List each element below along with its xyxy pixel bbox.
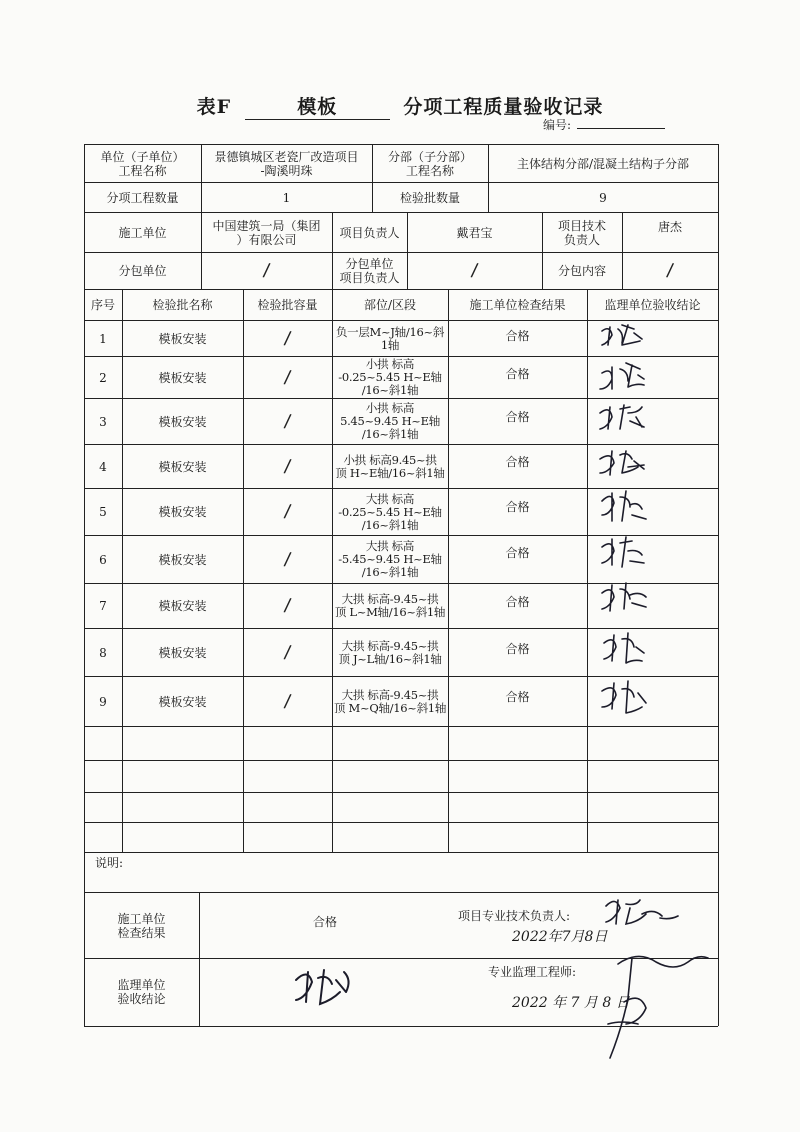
title-prefix: 表F: [196, 96, 232, 118]
row-result: 合格: [505, 690, 530, 704]
row-capacity: /: [283, 455, 293, 477]
row-result: 合格: [505, 410, 530, 424]
sub-content-value: /: [665, 259, 675, 282]
row-location: 小拱 标高9.45~拱 顶 H~E轴/16~斜1轴: [335, 452, 445, 480]
sub-pm-label: 分包单位 项目负责人: [339, 257, 400, 285]
serial-label: 编号:: [543, 118, 572, 132]
row-no: 6: [99, 552, 107, 567]
tech-lead-signature: [600, 894, 690, 930]
row-capacity: /: [283, 410, 293, 432]
col-header-check: 施工单位检查结果: [469, 298, 566, 312]
row-result: 合格: [505, 367, 530, 381]
engineer-signature: [588, 944, 718, 1064]
row-result: 合格: [505, 595, 530, 609]
row-name: 模板安装: [158, 414, 207, 429]
contractor-label: 施工单位: [118, 225, 167, 240]
supervision-conclusion-signature: [288, 962, 368, 1010]
document-title: [0, 92, 800, 120]
tech-lead-label: 项目技术 负责人: [557, 218, 606, 247]
row-name: 模板安装: [158, 645, 207, 660]
row-no: 3: [99, 414, 107, 429]
row-location: 小拱 标高 5.45~9.45 H~E轴 /16~斜1轴: [340, 401, 440, 441]
row-result: 合格: [505, 546, 530, 560]
supervision-date: 2022 年 7 月 8 日: [512, 995, 630, 1011]
row-no: 7: [99, 599, 107, 613]
row-name: 模板安装: [158, 694, 207, 709]
serial-number: [543, 116, 665, 133]
row-capacity: /: [283, 327, 293, 349]
col-header-no: 序号: [90, 298, 115, 312]
row-name: 模板安装: [158, 552, 207, 567]
row-no: 4: [99, 459, 107, 474]
row-location: 小拱 标高 -0.25~5.45 H~E轴 /16~斜1轴: [338, 357, 442, 397]
contractor-value: 中国建筑一局（集团 ）有限公司: [212, 218, 321, 247]
row-location: 负一层M~J轴/16~斜 1轴: [335, 324, 445, 352]
row-no: 1: [99, 331, 107, 346]
row-name: 模板安装: [158, 370, 207, 385]
row-result: 合格: [505, 642, 530, 656]
row-capacity: /: [283, 500, 293, 523]
col-header-location: 部位/区段: [363, 298, 417, 312]
signer-label: 项目专业技术负责人:: [458, 909, 571, 923]
row-location: 大拱 标高 -5.45~9.45 H~E轴 /16~斜1轴: [338, 539, 442, 579]
col-header-capacity: 检验批容量: [257, 298, 318, 312]
subitem-count-value: 1: [282, 190, 291, 205]
supervision-label: 监理单位 验收结论: [117, 978, 166, 1006]
unit-value: 景德镇城区老瓷厂改造项目 -陶溪明珠: [214, 149, 359, 178]
engineer-label: 专业监理工程师:: [488, 965, 577, 979]
supervision-signatures: [588, 321, 717, 726]
row-location: 大拱 标高-9.45~拱 顶 L~M轴/16~斜1轴: [334, 592, 446, 619]
subcontractor-label: 分包单位: [118, 264, 167, 278]
row-name: 模板安装: [158, 459, 207, 474]
row-capacity: /: [283, 594, 293, 617]
batch-count-label: 检验批数量: [399, 190, 460, 205]
row-name: 模板安装: [158, 505, 207, 519]
division-label: 分部（子分部） 工程名称: [387, 149, 472, 178]
title-fill: 模板: [245, 92, 390, 120]
row-no: 2: [99, 370, 107, 385]
row-location: 大拱 标高-9.45~拱 顶 J~L轴/16~斜1轴: [338, 638, 442, 666]
title-suffix: 分项工程质量验收记录: [403, 96, 604, 118]
sub-pm-value: /: [470, 259, 480, 282]
row-result: 合格: [505, 329, 530, 343]
tech-lead-value: 唐杰: [657, 220, 682, 234]
sub-content-label: 分包内容: [557, 264, 606, 278]
row-location: 大拱 标高-9.45~拱 顶 M~Q轴/16~斜1轴: [333, 687, 447, 715]
col-header-supervision: 监理单位验收结论: [604, 298, 701, 312]
row-no: 9: [99, 694, 107, 709]
construction-date: 2022年7月8日: [512, 929, 608, 945]
subcontractor-value: /: [262, 259, 272, 282]
batch-count-value: 9: [599, 190, 607, 205]
row-no: 8: [99, 645, 107, 660]
row-result: 合格: [505, 500, 530, 514]
row-result: 合格: [505, 455, 530, 469]
division-value: 主体结构分部/混凝土结构子分部: [516, 156, 690, 171]
unit-label: 单位（子单位） 工程名称: [100, 149, 185, 178]
row-name: 模板安装: [158, 599, 207, 613]
serial-line: [577, 128, 665, 129]
row-no: 5: [99, 505, 107, 519]
subitem-count-label: 分项工程数量: [106, 190, 179, 205]
row-capacity: /: [283, 641, 293, 663]
row-capacity: /: [283, 690, 293, 712]
pm-label: 项目负责人: [339, 225, 400, 240]
remarks-label: 说明:: [95, 856, 124, 870]
row-location: 大拱 标高 -0.25~5.45 H~E轴 /16~斜1轴: [338, 491, 442, 532]
construction-check-result: 合格: [312, 915, 337, 929]
col-header-name: 检验批名称: [152, 298, 213, 312]
construction-check-label: 施工单位 检查结果: [117, 911, 166, 940]
row-capacity: /: [283, 548, 293, 570]
row-name: 模板安装: [158, 331, 207, 346]
pm-value: 戴君宝: [456, 225, 493, 240]
row-capacity: /: [283, 366, 293, 388]
